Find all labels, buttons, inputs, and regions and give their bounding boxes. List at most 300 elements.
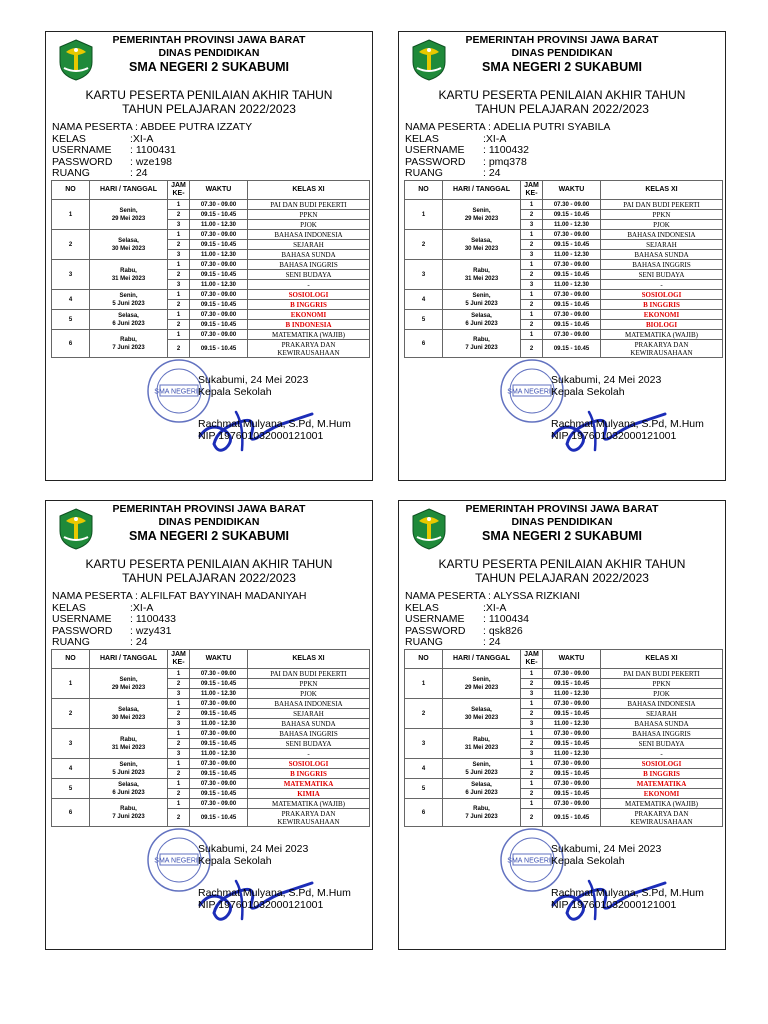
header-province: PEMERINTAH PROVINSI JAWA BARAT bbox=[112, 503, 306, 515]
room-row bbox=[405, 637, 580, 649]
subject: PPKN bbox=[601, 679, 723, 689]
class-label: KELAS bbox=[52, 601, 86, 614]
session-number: 1 bbox=[168, 669, 190, 679]
col-no: NO bbox=[52, 650, 90, 669]
subject: KIMIA bbox=[248, 789, 370, 799]
header-school: SMA NEGERI 2 SUKABUMI bbox=[129, 60, 289, 74]
subject: PJOK bbox=[601, 689, 723, 699]
header-school: SMA NEGERI 2 SUKABUMI bbox=[482, 60, 642, 74]
password-value: : pmq378 bbox=[483, 155, 527, 168]
day-date: Selasa, 6 Juni 2023 bbox=[90, 310, 168, 330]
day-date: Senin, 29 Mei 2023 bbox=[90, 669, 168, 699]
class-label: KELAS bbox=[52, 132, 86, 145]
subject: SOSIOLOGI bbox=[601, 759, 723, 769]
subject: BAHASA SUNDA bbox=[248, 250, 370, 260]
day-date: Rabu, 7 Juni 2023 bbox=[443, 330, 521, 358]
day-number: 1 bbox=[405, 200, 443, 230]
session-number: 2 bbox=[168, 789, 190, 799]
subject: BAHASA INGGRIS bbox=[601, 729, 723, 739]
username-value: : 1100433 bbox=[130, 613, 176, 625]
day-date: Selasa, 6 Juni 2023 bbox=[90, 779, 168, 799]
session-time: 09.15 - 10.45 bbox=[543, 340, 601, 358]
room-label: RUANG bbox=[405, 167, 443, 179]
session-time: 09.15 - 10.45 bbox=[190, 320, 248, 330]
day-number: 1 bbox=[52, 669, 90, 699]
table-row bbox=[405, 200, 723, 210]
session-number: 1 bbox=[168, 729, 190, 739]
col-time: WAKTU bbox=[543, 650, 601, 669]
day-number: 4 bbox=[52, 290, 90, 310]
signer-position: Kepala Sekolah bbox=[198, 855, 272, 867]
session-number: 2 bbox=[168, 739, 190, 749]
class-label: KELAS bbox=[405, 132, 439, 145]
session-number: 1 bbox=[521, 290, 543, 300]
table-row bbox=[405, 799, 723, 809]
subject: PPKN bbox=[248, 210, 370, 220]
col-subject: KELAS XI bbox=[248, 650, 370, 669]
principal-name: Rachmat Mulyana, S.Pd, M.Hum bbox=[551, 887, 704, 899]
subject: B INGGRIS bbox=[248, 300, 370, 310]
table-row bbox=[405, 330, 723, 340]
session-time: 07.30 - 09.00 bbox=[543, 260, 601, 270]
password-value: : wzy431 bbox=[130, 624, 172, 637]
session-time: 07.30 - 09.00 bbox=[543, 230, 601, 240]
class-value: :XI-A bbox=[483, 601, 507, 614]
session-number: 1 bbox=[168, 779, 190, 789]
subject: PRAKARYA DAN KEWIRAUSAHAAN bbox=[248, 809, 370, 827]
session-number: 2 bbox=[168, 300, 190, 310]
signer-position: Kepala Sekolah bbox=[551, 386, 625, 398]
principal-nip: NIP 197601032000121001 bbox=[198, 430, 324, 442]
room-value: : 24 bbox=[130, 167, 148, 179]
exam-schedule-table bbox=[404, 649, 723, 827]
session-number: 2 bbox=[521, 270, 543, 280]
session-number: 2 bbox=[168, 240, 190, 250]
table-row bbox=[405, 699, 723, 709]
participant-info bbox=[52, 122, 252, 180]
table-row bbox=[405, 729, 723, 739]
session-number: 1 bbox=[168, 200, 190, 210]
participant-name-row bbox=[52, 591, 306, 603]
day-number: 4 bbox=[52, 759, 90, 779]
col-subject: KELAS XI bbox=[601, 181, 723, 200]
subject: PRAKARYA DAN KEWIRAUSAHAAN bbox=[601, 809, 723, 827]
participant-name: ALYSSA RIZKIANI bbox=[493, 590, 581, 602]
day-date: Rabu, 7 Juni 2023 bbox=[90, 330, 168, 358]
session-number: 2 bbox=[168, 210, 190, 220]
subject: PJOK bbox=[248, 220, 370, 230]
room-value: : 24 bbox=[483, 167, 501, 179]
table-header-row bbox=[405, 650, 723, 669]
day-date: Senin, 29 Mei 2023 bbox=[443, 669, 521, 699]
header-province: PEMERINTAH PROVINSI JAWA BARAT bbox=[465, 34, 659, 46]
password-label: PASSWORD bbox=[52, 155, 113, 168]
subject: B INDONESIA bbox=[248, 320, 370, 330]
table-row bbox=[405, 260, 723, 270]
exam-card bbox=[45, 500, 373, 950]
table-row bbox=[405, 669, 723, 679]
session-number: 2 bbox=[521, 320, 543, 330]
session-time: 07.30 - 09.00 bbox=[190, 200, 248, 210]
session-time: 07.30 - 09.00 bbox=[190, 330, 248, 340]
session-number: 1 bbox=[521, 200, 543, 210]
session-time: 09.15 - 10.45 bbox=[543, 320, 601, 330]
col-day-date: HARI / TANGGAL bbox=[90, 181, 168, 200]
card-title: KARTU PESERTA PENILAIAN AKHIR TAHUN bbox=[438, 88, 686, 102]
day-number: 6 bbox=[52, 799, 90, 827]
session-number: 1 bbox=[521, 729, 543, 739]
header-school: SMA NEGERI 2 SUKABUMI bbox=[482, 529, 642, 543]
session-time: 09.15 - 10.45 bbox=[190, 769, 248, 779]
col-no: NO bbox=[405, 181, 443, 200]
subject: MATEMATIKA (WAJIB) bbox=[248, 330, 370, 340]
svg-text:SMA NEGERI 2: SMA NEGERI 2 bbox=[154, 857, 204, 865]
col-no: NO bbox=[405, 650, 443, 669]
card-subtitle: TAHUN PELAJARAN 2022/2023 bbox=[475, 102, 649, 116]
session-time: 09.15 - 10.45 bbox=[543, 240, 601, 250]
subject: SEJARAH bbox=[601, 240, 723, 250]
table-row bbox=[52, 729, 370, 739]
exam-card bbox=[45, 31, 373, 481]
header-department: DINAS PENDIDIKAN bbox=[511, 47, 613, 59]
col-day-date: HARI / TANGGAL bbox=[90, 650, 168, 669]
session-time: 07.30 - 09.00 bbox=[190, 729, 248, 739]
subject: BAHASA INDONESIA bbox=[248, 699, 370, 709]
col-time: WAKTU bbox=[543, 181, 601, 200]
day-number: 2 bbox=[405, 699, 443, 729]
col-session: JAM KE- bbox=[521, 181, 543, 200]
signer-position: Kepala Sekolah bbox=[198, 386, 272, 398]
session-time: 11.00 - 12.30 bbox=[543, 689, 601, 699]
subject: SEJARAH bbox=[248, 709, 370, 719]
table-row bbox=[52, 669, 370, 679]
day-number: 4 bbox=[405, 759, 443, 779]
session-time: 11.00 - 12.30 bbox=[190, 749, 248, 759]
place-date: Sukabumi, 24 Mei 2023 bbox=[198, 843, 309, 855]
day-number: 2 bbox=[52, 230, 90, 260]
session-time: 09.15 - 10.45 bbox=[543, 709, 601, 719]
subject: BIOLOGI bbox=[601, 320, 723, 330]
subject: SOSIOLOGI bbox=[248, 759, 370, 769]
day-number: 6 bbox=[405, 799, 443, 827]
session-time: 11.00 - 12.30 bbox=[543, 280, 601, 290]
day-date: Senin, 5 Juni 2023 bbox=[90, 759, 168, 779]
subject: SENI BUDAYA bbox=[248, 270, 370, 280]
day-date: Rabu, 7 Juni 2023 bbox=[90, 799, 168, 827]
header-province: PEMERINTAH PROVINSI JAWA BARAT bbox=[112, 34, 306, 46]
session-number: 2 bbox=[521, 210, 543, 220]
day-date: Senin, 5 Juni 2023 bbox=[443, 759, 521, 779]
session-number: 3 bbox=[521, 719, 543, 729]
session-number: 1 bbox=[168, 260, 190, 270]
subject: BAHASA INDONESIA bbox=[601, 699, 723, 709]
session-time: 09.15 - 10.45 bbox=[190, 739, 248, 749]
session-number: 2 bbox=[521, 809, 543, 827]
room-label: RUANG bbox=[52, 167, 90, 179]
col-day-date: HARI / TANGGAL bbox=[443, 650, 521, 669]
day-number: 4 bbox=[405, 290, 443, 310]
card-subtitle: TAHUN PELAJARAN 2022/2023 bbox=[122, 102, 296, 116]
day-date: Rabu, 31 Mei 2023 bbox=[443, 729, 521, 759]
password-value: : wze198 bbox=[130, 155, 173, 168]
class-value: :XI-A bbox=[483, 132, 507, 145]
session-number: 3 bbox=[521, 689, 543, 699]
day-date: Selasa, 30 Mei 2023 bbox=[90, 699, 168, 729]
subject: - bbox=[248, 749, 370, 759]
day-date: Rabu, 31 Mei 2023 bbox=[90, 729, 168, 759]
username-label: USERNAME bbox=[52, 613, 112, 625]
session-number: 1 bbox=[521, 260, 543, 270]
subject: BAHASA SUNDA bbox=[248, 719, 370, 729]
session-number: 1 bbox=[168, 699, 190, 709]
session-time: 11.00 - 12.30 bbox=[190, 719, 248, 729]
session-number: 3 bbox=[168, 689, 190, 699]
exam-card bbox=[398, 31, 726, 481]
session-time: 09.15 - 10.45 bbox=[190, 210, 248, 220]
password-label: PASSWORD bbox=[52, 624, 113, 637]
password-label: PASSWORD bbox=[405, 155, 466, 168]
subject: MATEMATIKA (WAJIB) bbox=[601, 799, 723, 809]
exam-card bbox=[398, 500, 726, 950]
principal-nip: NIP 197601032000121001 bbox=[551, 430, 677, 442]
participant-name: ALFILFAT BAYYINAH MADANIYAH bbox=[140, 590, 307, 602]
table-header-row bbox=[52, 650, 370, 669]
table-row bbox=[52, 310, 370, 320]
day-number: 3 bbox=[52, 729, 90, 759]
day-number: 1 bbox=[52, 200, 90, 230]
session-number: 1 bbox=[521, 699, 543, 709]
header-department: DINAS PENDIDIKAN bbox=[158, 47, 260, 59]
table-header-row bbox=[405, 181, 723, 200]
day-number: 3 bbox=[52, 260, 90, 290]
subject: PAI DAN BUDI PEKERTI bbox=[601, 200, 723, 210]
subject: B INGGRIS bbox=[601, 300, 723, 310]
room-value: : 24 bbox=[483, 636, 501, 648]
header-school: SMA NEGERI 2 SUKABUMI bbox=[129, 529, 289, 543]
card-title: KARTU PESERTA PENILAIAN AKHIR TAHUN bbox=[438, 557, 686, 571]
day-date: Rabu, 7 Juni 2023 bbox=[443, 799, 521, 827]
password-value: : qsk826 bbox=[483, 624, 523, 637]
session-number: 3 bbox=[168, 250, 190, 260]
session-time: 07.30 - 09.00 bbox=[543, 669, 601, 679]
session-time: 07.30 - 09.00 bbox=[543, 699, 601, 709]
subject: SEJARAH bbox=[601, 709, 723, 719]
session-number: 1 bbox=[521, 669, 543, 679]
header-department: DINAS PENDIDIKAN bbox=[158, 516, 260, 528]
subject: PAI DAN BUDI PEKERTI bbox=[601, 669, 723, 679]
class-value: :XI-A bbox=[130, 132, 154, 145]
session-time: 11.00 - 12.30 bbox=[190, 280, 248, 290]
subject: SENI BUDAYA bbox=[601, 270, 723, 280]
session-time: 07.30 - 09.00 bbox=[190, 230, 248, 240]
username-row bbox=[52, 614, 306, 626]
session-time: 07.30 - 09.00 bbox=[190, 260, 248, 270]
session-time: 07.30 - 09.00 bbox=[543, 759, 601, 769]
session-time: 11.00 - 12.30 bbox=[543, 749, 601, 759]
col-no: NO bbox=[52, 181, 90, 200]
subject: BAHASA INDONESIA bbox=[248, 230, 370, 240]
day-number: 1 bbox=[405, 669, 443, 699]
header-department: DINAS PENDIDIKAN bbox=[511, 516, 613, 528]
session-time: 11.00 - 12.30 bbox=[190, 220, 248, 230]
session-number: 2 bbox=[168, 340, 190, 358]
session-number: 3 bbox=[168, 749, 190, 759]
principal-name: Rachmat Mulyana, S.Pd, M.Hum bbox=[198, 887, 351, 899]
day-number: 3 bbox=[405, 729, 443, 759]
session-number: 2 bbox=[521, 769, 543, 779]
subject: - bbox=[601, 280, 723, 290]
place-date: Sukabumi, 24 Mei 2023 bbox=[198, 374, 309, 386]
session-time: 07.30 - 09.00 bbox=[543, 330, 601, 340]
class-value: :XI-A bbox=[130, 601, 154, 614]
session-time: 09.15 - 10.45 bbox=[190, 270, 248, 280]
day-date: Selasa, 6 Juni 2023 bbox=[443, 779, 521, 799]
session-time: 07.30 - 09.00 bbox=[543, 310, 601, 320]
subject: MATEMATIKA bbox=[248, 779, 370, 789]
session-number: 1 bbox=[168, 799, 190, 809]
username-value: : 1100432 bbox=[483, 144, 529, 156]
session-time: 09.15 - 10.45 bbox=[190, 809, 248, 827]
participant-name-label: NAMA PESERTA : bbox=[52, 590, 138, 602]
room-row bbox=[52, 168, 252, 180]
subject: PPKN bbox=[601, 210, 723, 220]
username-value: : 1100431 bbox=[130, 144, 176, 156]
session-time: 07.30 - 09.00 bbox=[543, 779, 601, 789]
exam-schedule-table bbox=[404, 180, 723, 358]
session-number: 2 bbox=[521, 300, 543, 310]
session-number: 2 bbox=[521, 789, 543, 799]
room-label: RUANG bbox=[405, 636, 443, 648]
session-time: 09.15 - 10.45 bbox=[543, 769, 601, 779]
svg-text:SMA NEGERI 2: SMA NEGERI 2 bbox=[507, 388, 557, 396]
session-time: 07.30 - 09.00 bbox=[190, 310, 248, 320]
col-session: JAM KE- bbox=[168, 650, 190, 669]
session-time: 11.00 - 12.30 bbox=[543, 250, 601, 260]
table-row bbox=[52, 230, 370, 240]
session-time: 09.15 - 10.45 bbox=[543, 809, 601, 827]
day-number: 2 bbox=[405, 230, 443, 260]
session-time: 11.00 - 12.30 bbox=[190, 250, 248, 260]
session-number: 3 bbox=[521, 749, 543, 759]
session-number: 1 bbox=[521, 230, 543, 240]
session-time: 11.00 - 12.30 bbox=[190, 689, 248, 699]
session-number: 2 bbox=[521, 240, 543, 250]
participant-info bbox=[52, 591, 306, 649]
subject: MATEMATIKA (WAJIB) bbox=[601, 330, 723, 340]
room-row bbox=[405, 168, 610, 180]
col-time: WAKTU bbox=[190, 181, 248, 200]
session-time: 07.30 - 09.00 bbox=[190, 699, 248, 709]
username-label: USERNAME bbox=[405, 144, 465, 156]
session-time: 09.15 - 10.45 bbox=[543, 270, 601, 280]
session-number: 2 bbox=[521, 340, 543, 358]
day-date: Senin, 5 Juni 2023 bbox=[90, 290, 168, 310]
header-province: PEMERINTAH PROVINSI JAWA BARAT bbox=[465, 503, 659, 515]
session-time: 09.15 - 10.45 bbox=[543, 679, 601, 689]
day-date: Senin, 29 Mei 2023 bbox=[443, 200, 521, 230]
subject: EKONOMI bbox=[601, 310, 723, 320]
participant-name: ADELIA PUTRI SYABILA bbox=[493, 121, 611, 133]
session-number: 3 bbox=[521, 220, 543, 230]
session-time: 07.30 - 09.00 bbox=[190, 290, 248, 300]
session-time: 09.15 - 10.45 bbox=[190, 789, 248, 799]
exam-schedule-table bbox=[51, 649, 370, 827]
svg-text:SMA NEGERI 2: SMA NEGERI 2 bbox=[507, 857, 557, 865]
subject: BAHASA INGGRIS bbox=[248, 260, 370, 270]
table-header-row bbox=[52, 181, 370, 200]
col-session: JAM KE- bbox=[521, 650, 543, 669]
session-time: 09.15 - 10.45 bbox=[190, 709, 248, 719]
subject: PRAKARYA DAN KEWIRAUSAHAAN bbox=[601, 340, 723, 358]
participant-name-label: NAMA PESERTA : bbox=[405, 121, 491, 133]
participant-name-label: NAMA PESERTA : bbox=[52, 121, 138, 133]
session-time: 07.30 - 09.00 bbox=[543, 200, 601, 210]
session-time: 09.15 - 10.45 bbox=[543, 789, 601, 799]
day-date: Selasa, 30 Mei 2023 bbox=[443, 230, 521, 260]
session-time: 07.30 - 09.00 bbox=[190, 669, 248, 679]
subject: SEJARAH bbox=[248, 240, 370, 250]
col-time: WAKTU bbox=[190, 650, 248, 669]
subject: PJOK bbox=[248, 689, 370, 699]
table-row bbox=[52, 759, 370, 769]
subject: EKONOMI bbox=[248, 310, 370, 320]
table-row bbox=[405, 759, 723, 769]
day-date: Senin, 5 Juni 2023 bbox=[443, 290, 521, 310]
principal-name: Rachmat Mulyana, S.Pd, M.Hum bbox=[551, 418, 704, 430]
room-label: RUANG bbox=[52, 636, 90, 648]
table-row bbox=[405, 310, 723, 320]
principal-nip: NIP 197601032000121001 bbox=[551, 899, 677, 911]
subject: PPKN bbox=[248, 679, 370, 689]
subject: SOSIOLOGI bbox=[248, 290, 370, 300]
table-row bbox=[52, 779, 370, 789]
subject: PAI DAN BUDI PEKERTI bbox=[248, 669, 370, 679]
session-time: 11.00 - 12.30 bbox=[543, 220, 601, 230]
card-title: KARTU PESERTA PENILAIAN AKHIR TAHUN bbox=[85, 557, 333, 571]
subject: SENI BUDAYA bbox=[248, 739, 370, 749]
session-number: 1 bbox=[168, 290, 190, 300]
session-number: 2 bbox=[521, 739, 543, 749]
place-date: Sukabumi, 24 Mei 2023 bbox=[551, 374, 662, 386]
session-number: 1 bbox=[521, 779, 543, 789]
principal-nip: NIP 197601032000121001 bbox=[198, 899, 324, 911]
session-time: 11.00 - 12.30 bbox=[543, 719, 601, 729]
session-number: 1 bbox=[521, 759, 543, 769]
day-number: 6 bbox=[405, 330, 443, 358]
col-day-date: HARI / TANGGAL bbox=[443, 181, 521, 200]
session-number: 1 bbox=[168, 230, 190, 240]
principal-name: Rachmat Mulyana, S.Pd, M.Hum bbox=[198, 418, 351, 430]
day-date: Selasa, 30 Mei 2023 bbox=[443, 699, 521, 729]
session-number: 2 bbox=[168, 769, 190, 779]
place-date: Sukabumi, 24 Mei 2023 bbox=[551, 843, 662, 855]
day-date: Rabu, 31 Mei 2023 bbox=[443, 260, 521, 290]
table-row bbox=[52, 699, 370, 709]
session-number: 1 bbox=[168, 310, 190, 320]
col-subject: KELAS XI bbox=[248, 181, 370, 200]
session-number: 1 bbox=[521, 799, 543, 809]
subject: MATEMATIKA bbox=[601, 779, 723, 789]
subject: BAHASA INDONESIA bbox=[601, 230, 723, 240]
day-date: Rabu, 31 Mei 2023 bbox=[90, 260, 168, 290]
participant-name-row bbox=[405, 122, 610, 134]
session-number: 1 bbox=[168, 330, 190, 340]
session-time: 07.30 - 09.00 bbox=[543, 729, 601, 739]
session-time: 09.15 - 10.45 bbox=[543, 300, 601, 310]
session-number: 2 bbox=[168, 679, 190, 689]
day-number: 5 bbox=[52, 779, 90, 799]
participant-name-label: NAMA PESERTA : bbox=[405, 590, 491, 602]
